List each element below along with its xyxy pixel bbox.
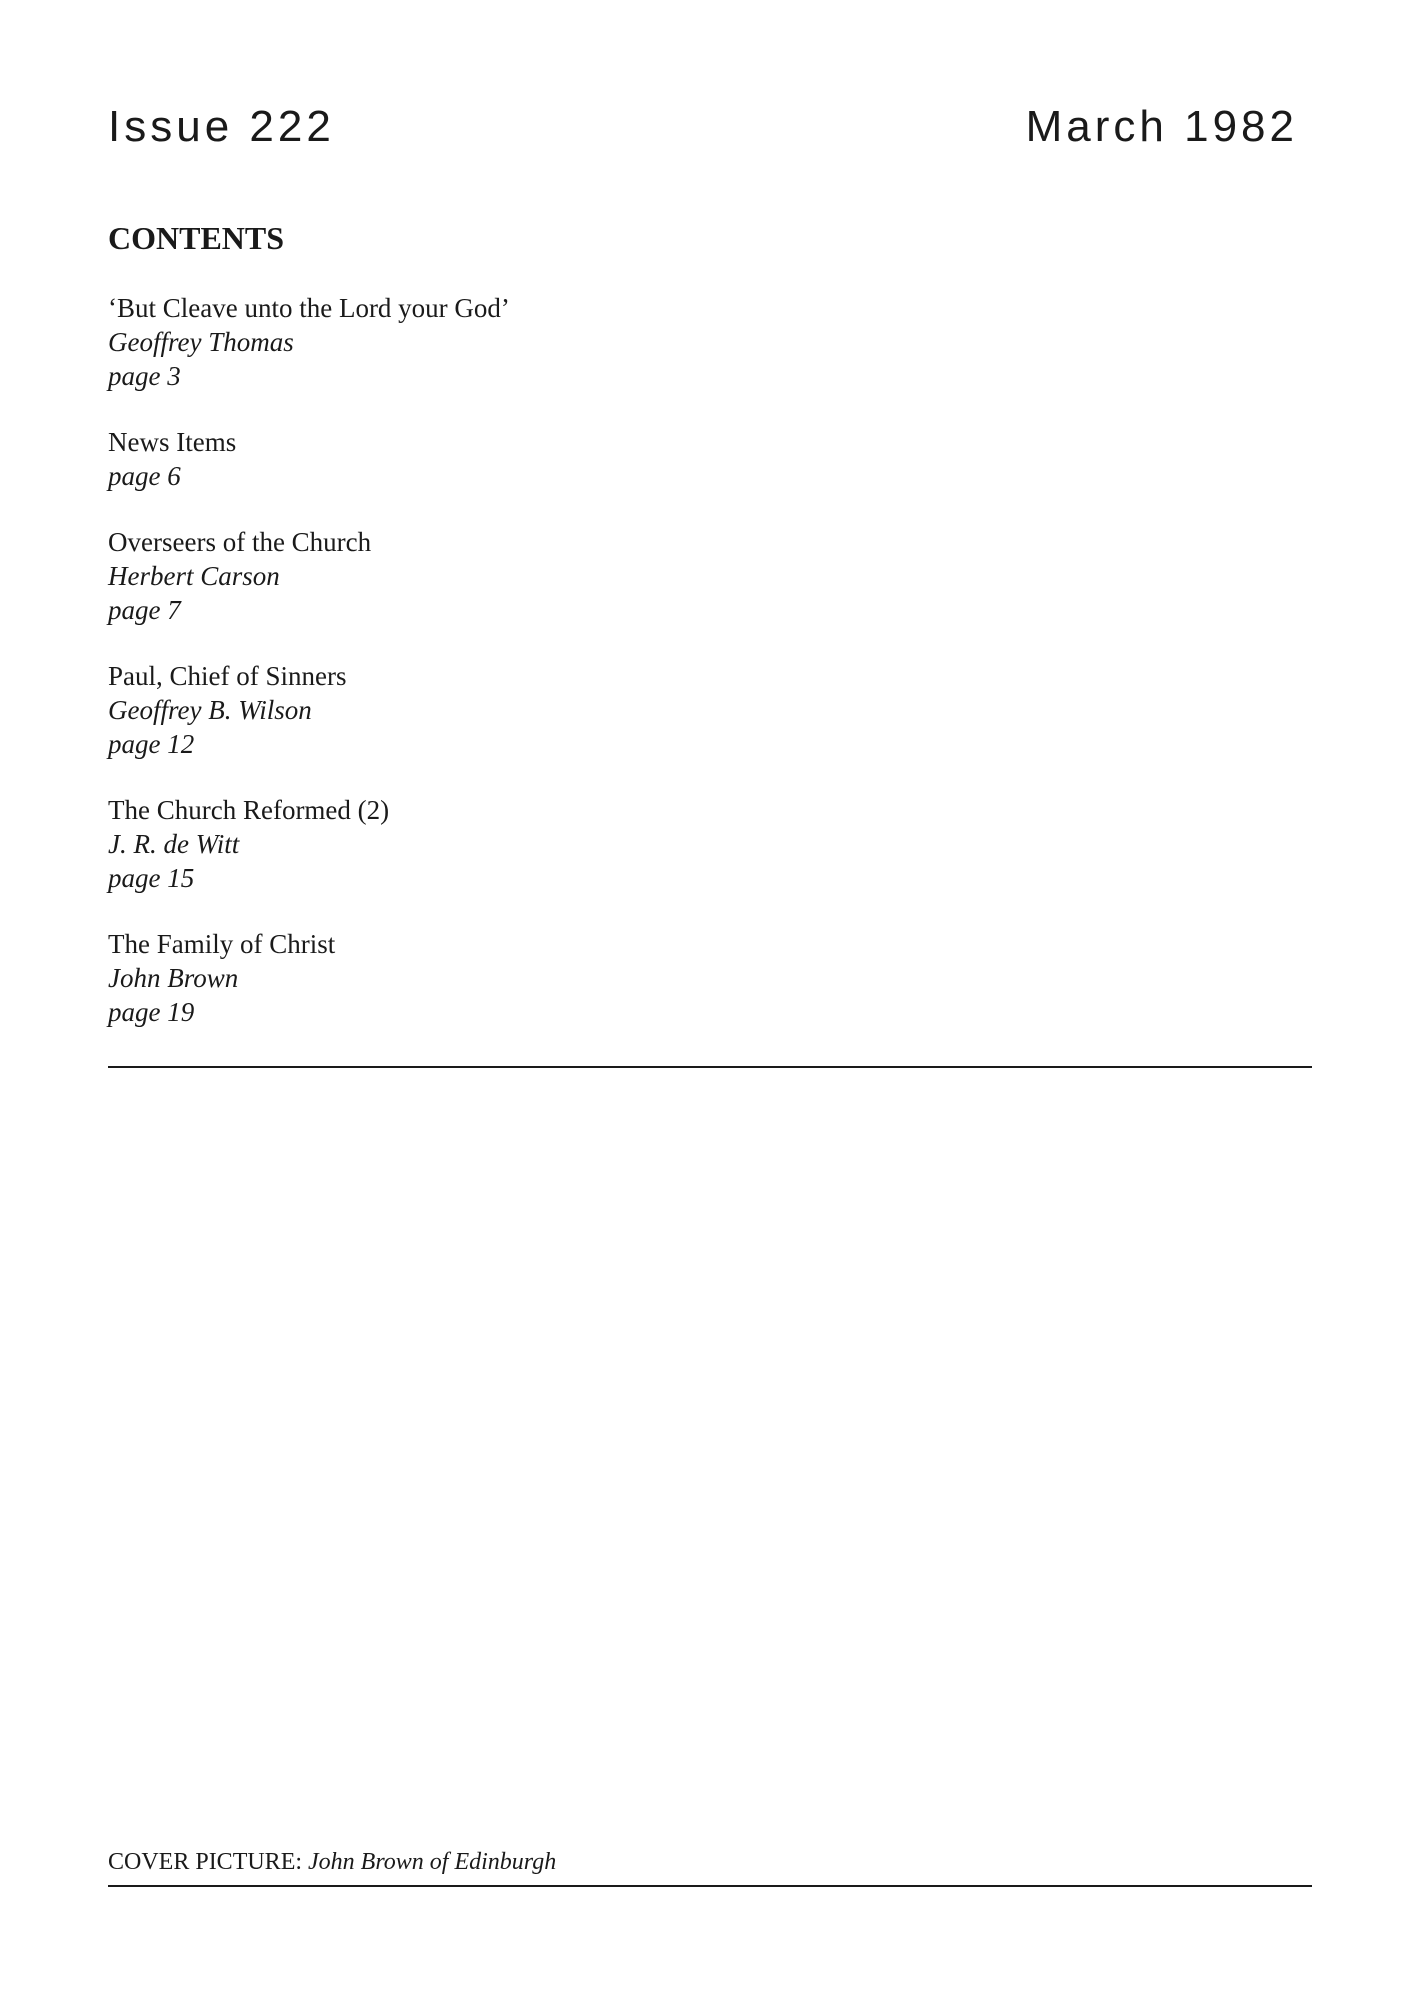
article-title: The Church Reformed (2) [108,795,390,825]
contents-heading: CONTENTS [108,220,285,256]
article-title: ‘But Cleave unto the Lord your God’ [108,293,510,323]
contents-entry[interactable] [108,291,1298,393]
cover-picture-caption [108,1850,556,1874]
article-author: John Brown [108,963,239,993]
article-title: Overseers of the Church [108,527,372,557]
issue-date: March 1982 [1025,102,1298,151]
contents-entry[interactable] [108,659,1298,761]
footer-divider [108,1885,1312,1887]
article-page: page 6 [108,461,181,491]
contents-entry[interactable] [108,525,1298,627]
contents-entry[interactable] [108,425,1298,493]
cover-picture-label: COVER PICTURE: [108,1849,303,1875]
contents-entry[interactable] [108,927,1298,1029]
page-header [108,102,1298,151]
contents-entry[interactable] [108,793,1298,895]
article-page: page 3 [108,361,181,391]
issue-number: Issue 222 [108,102,335,151]
contents-list [108,291,1298,1061]
article-page: page 7 [108,595,181,625]
article-author: J. R. de Witt [108,829,240,859]
article-page: page 12 [108,729,195,759]
contents-divider [108,1066,1312,1068]
article-page: page 19 [108,997,195,1027]
article-title: News Items [108,427,237,457]
article-title: The Family of Christ [108,929,336,959]
cover-picture-subject: John Brown of Edinburgh [308,1849,557,1875]
article-author: Geoffrey Thomas [108,327,294,357]
article-author: Geoffrey B. Wilson [108,695,312,725]
article-author: Herbert Carson [108,561,280,591]
article-page: page 15 [108,863,195,893]
article-title: Paul, Chief of Sinners [108,661,347,691]
